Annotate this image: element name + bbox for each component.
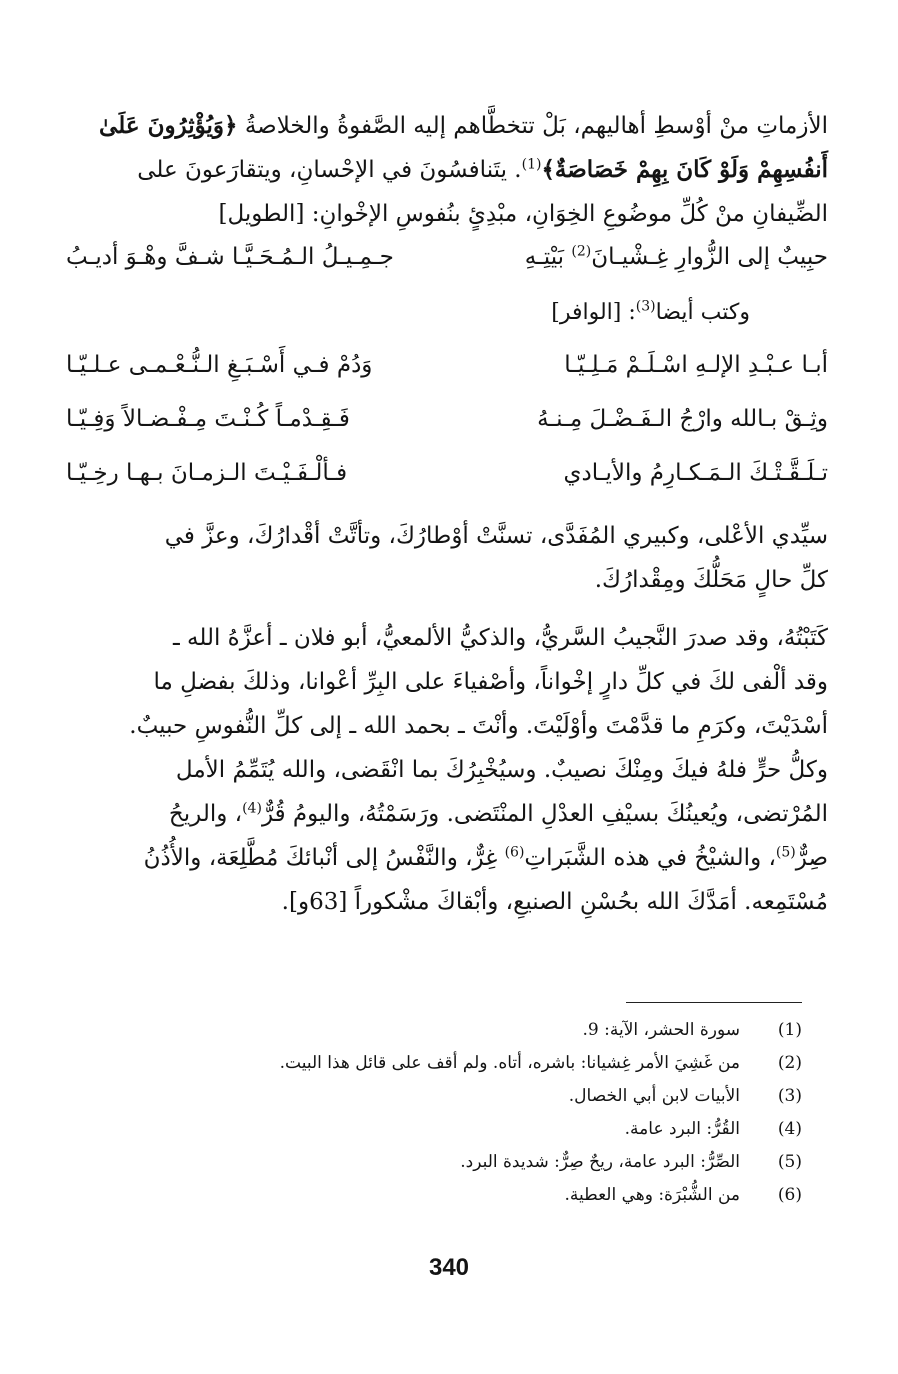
footnote-text: من الشُّبْرَة: وهي العطية. [564,1185,740,1205]
verse-row [66,406,828,460]
paragraph-3-line-2: وقد ألْفى لكَ في كلِّ دارٍ إخْواناً، وأصْفياءَ على البِرِّ أعْوانا، وذلكَ بفضلِ ما [153,669,828,695]
verse-left-hemistich: فَـقِـدْمـاً كُـنْـتَ مِـفْـضـالاً وَفِـيّـا [66,406,350,432]
footnote-item [120,1146,802,1179]
paragraph-3-line-4: وكلُّ حرٍّ فلهُ فيكَ ومِنْكَ نصيبٌ. وسيُخْبِرُكَ بما انْقَضى، والله يُتَمِّمُ الأمل [175,757,828,783]
footnote-ref: (5) [775,844,796,861]
footnote-ref: (3) [635,298,656,315]
paragraph-3-line-6 [66,836,828,880]
text-run: ، والريحُ [168,801,243,827]
paragraph-2-line-2: كلِّ حالٍ مَحَلُّكَ ومِقْدارُكَ. [594,567,828,593]
text-run: صِرٌّ [795,845,828,871]
paragraph-3-line-7: مُسْتَمِعه. أمَدَّكَ الله بحُسْنِ الصنيعِ، وأبْقاكَ مشْكوراً [63و]. [281,889,828,915]
verse-right-hemistich [525,244,828,270]
footnote-number: (2) [777,1053,802,1073]
verse-row [66,352,828,406]
text-run: وكتب أيضا [655,300,750,325]
text-run: غِرٌّ، والنَّفْسُ إلى أنْبائكَ مُطَّلِعَة، والأُذُنُ [143,845,505,871]
verse-right-hemistich: تـلَـقَّـتْـكَ الـمَـكـارِمُ والأيـادي [563,460,828,486]
footnote-item [120,1113,802,1146]
footnote-text: سورة الحشر، الآية: 9. [582,1020,740,1040]
verse-intro [551,300,750,325]
paragraph-2-line-1: سيِّدي الأعْلى، وكبيري المُفَدَّى، تسنَّتْ أوْطارُكَ، وتأتَّتْ أقْدارُكَ، وعزَّ في [164,523,828,549]
footnote-number: (3) [777,1086,802,1106]
paragraph-1 [66,104,828,236]
footnote-ref: (1) [521,156,542,173]
quran-quote: أَنفُسِهِمْ وَلَوْ كَانَ بِهِمْ خَصَاصَةٌ﴾ [541,156,828,183]
footnote-item [120,1080,802,1113]
text-run: بَيْتِـهِ [524,244,572,270]
footnote-ref: (4) [242,800,262,817]
page-number: 340 [428,1254,470,1281]
quran-quote: ﴿وَيُؤْثِرُونَ عَلَىٰ [99,112,238,139]
footnote-text: الأبيات لابن أبي الخصال. [568,1086,740,1106]
footnote-item [120,1179,802,1212]
footnote-number: (5) [777,1152,802,1172]
paragraph-1-line-2 [66,148,828,192]
text-run: حبِيبٌ إلى الزُّوارِ غِـشْيـانَ [591,244,828,270]
footnote-ref: (6) [504,844,525,861]
footnote-text: القُرُّ: البرد عامة. [624,1119,740,1139]
text-run: المُرْتضى، ويُعينُكَ بسيْفِ العدْلِ المنْتَضى. ورَسَمْتُهُ، واليومُ قُرٌّ [261,801,828,827]
paragraph-1-line-3: الضِّيفانِ منْ كُلِّ موضُوعِ الخِوَانِ، مبْدِئٍ بنُفوسِ الإخْوانِ: [الطويل] [218,201,828,227]
paragraph-3-line-1: كَتَبْتُهُ، وقد صدرَ النَّجيبُ السَّريُّ، والذكيُّ الألمعيُّ، أبو فلان ـ أعزَّهُ الله ـ [172,625,828,651]
footnote-number: (6) [777,1185,802,1205]
verse-left-hemistich: وَدُمْ فـي أَسْـبَـغِ الـنُّـعْـمـى عـلـيّـا [66,352,373,378]
verse-row [66,460,828,514]
footnote-text: من غَشِيَ الأمر غِشيانا: باشره، أتاه. ولم أقف على قائل هذا البيت. [279,1053,740,1073]
footnote-divider [626,1002,802,1003]
verse-right-hemistich: أبـا عـبْـدِ الإلـهِ اسْـلَـمْ مَـلِـيّـا [564,352,828,378]
text-run: : [الوافر] [551,300,636,325]
paragraph-2 [66,514,828,602]
footnote-item [120,1047,802,1080]
footnotes [120,1014,802,1212]
paragraph-3 [66,616,828,924]
verse-left-hemistich: جـمِـيـلُ الـمُـحَـيَّـا شـفَّ وهْـوَ أديـبُ [66,244,394,270]
footnote-number: (4) [777,1119,802,1139]
paragraph-1-line-1 [66,104,828,148]
verse-long-meter [66,244,828,270]
footnote-item [120,1014,802,1047]
verse-right-hemistich: وثِـقْ بـالله وارْجُ الـفَـضْـلَ مِـنـهُ [537,406,828,432]
text-run: الأزماتِ منْ أوْسطِ أهاليهم، بَلْ تتخطَّاهم إليه الصَّفوةُ والخلاصةُ [237,113,828,139]
text-run: . يتَنافسُونَ في الإحْسانِ، ويتقارَعونَ على [137,157,522,183]
text-run: ، والشيْخُ في هذه الشَّبَراتِ [524,845,776,871]
poem [66,352,828,514]
footnote-text: الصِّرُّ: البرد عامة، ريحٌ صِرٌّ: شديدة البرد. [460,1152,740,1172]
verse-left-hemistich: فـألْـفَـيْـتَ الـزمـانَ بـهـا رخِـيّـا [66,460,348,486]
footnote-number: (1) [777,1020,802,1040]
footnote-ref: (2) [571,243,592,260]
paragraph-3-line-5 [66,792,828,836]
paragraph-3-line-3: أسْدَيْتَ، وكرَمِ ما قدَّمْتَ وأوْلَيْتَ. وأنْتَ ـ بحمد الله ـ إلى كلِّ النُّفوسِ حبيبٌ. [129,713,828,739]
